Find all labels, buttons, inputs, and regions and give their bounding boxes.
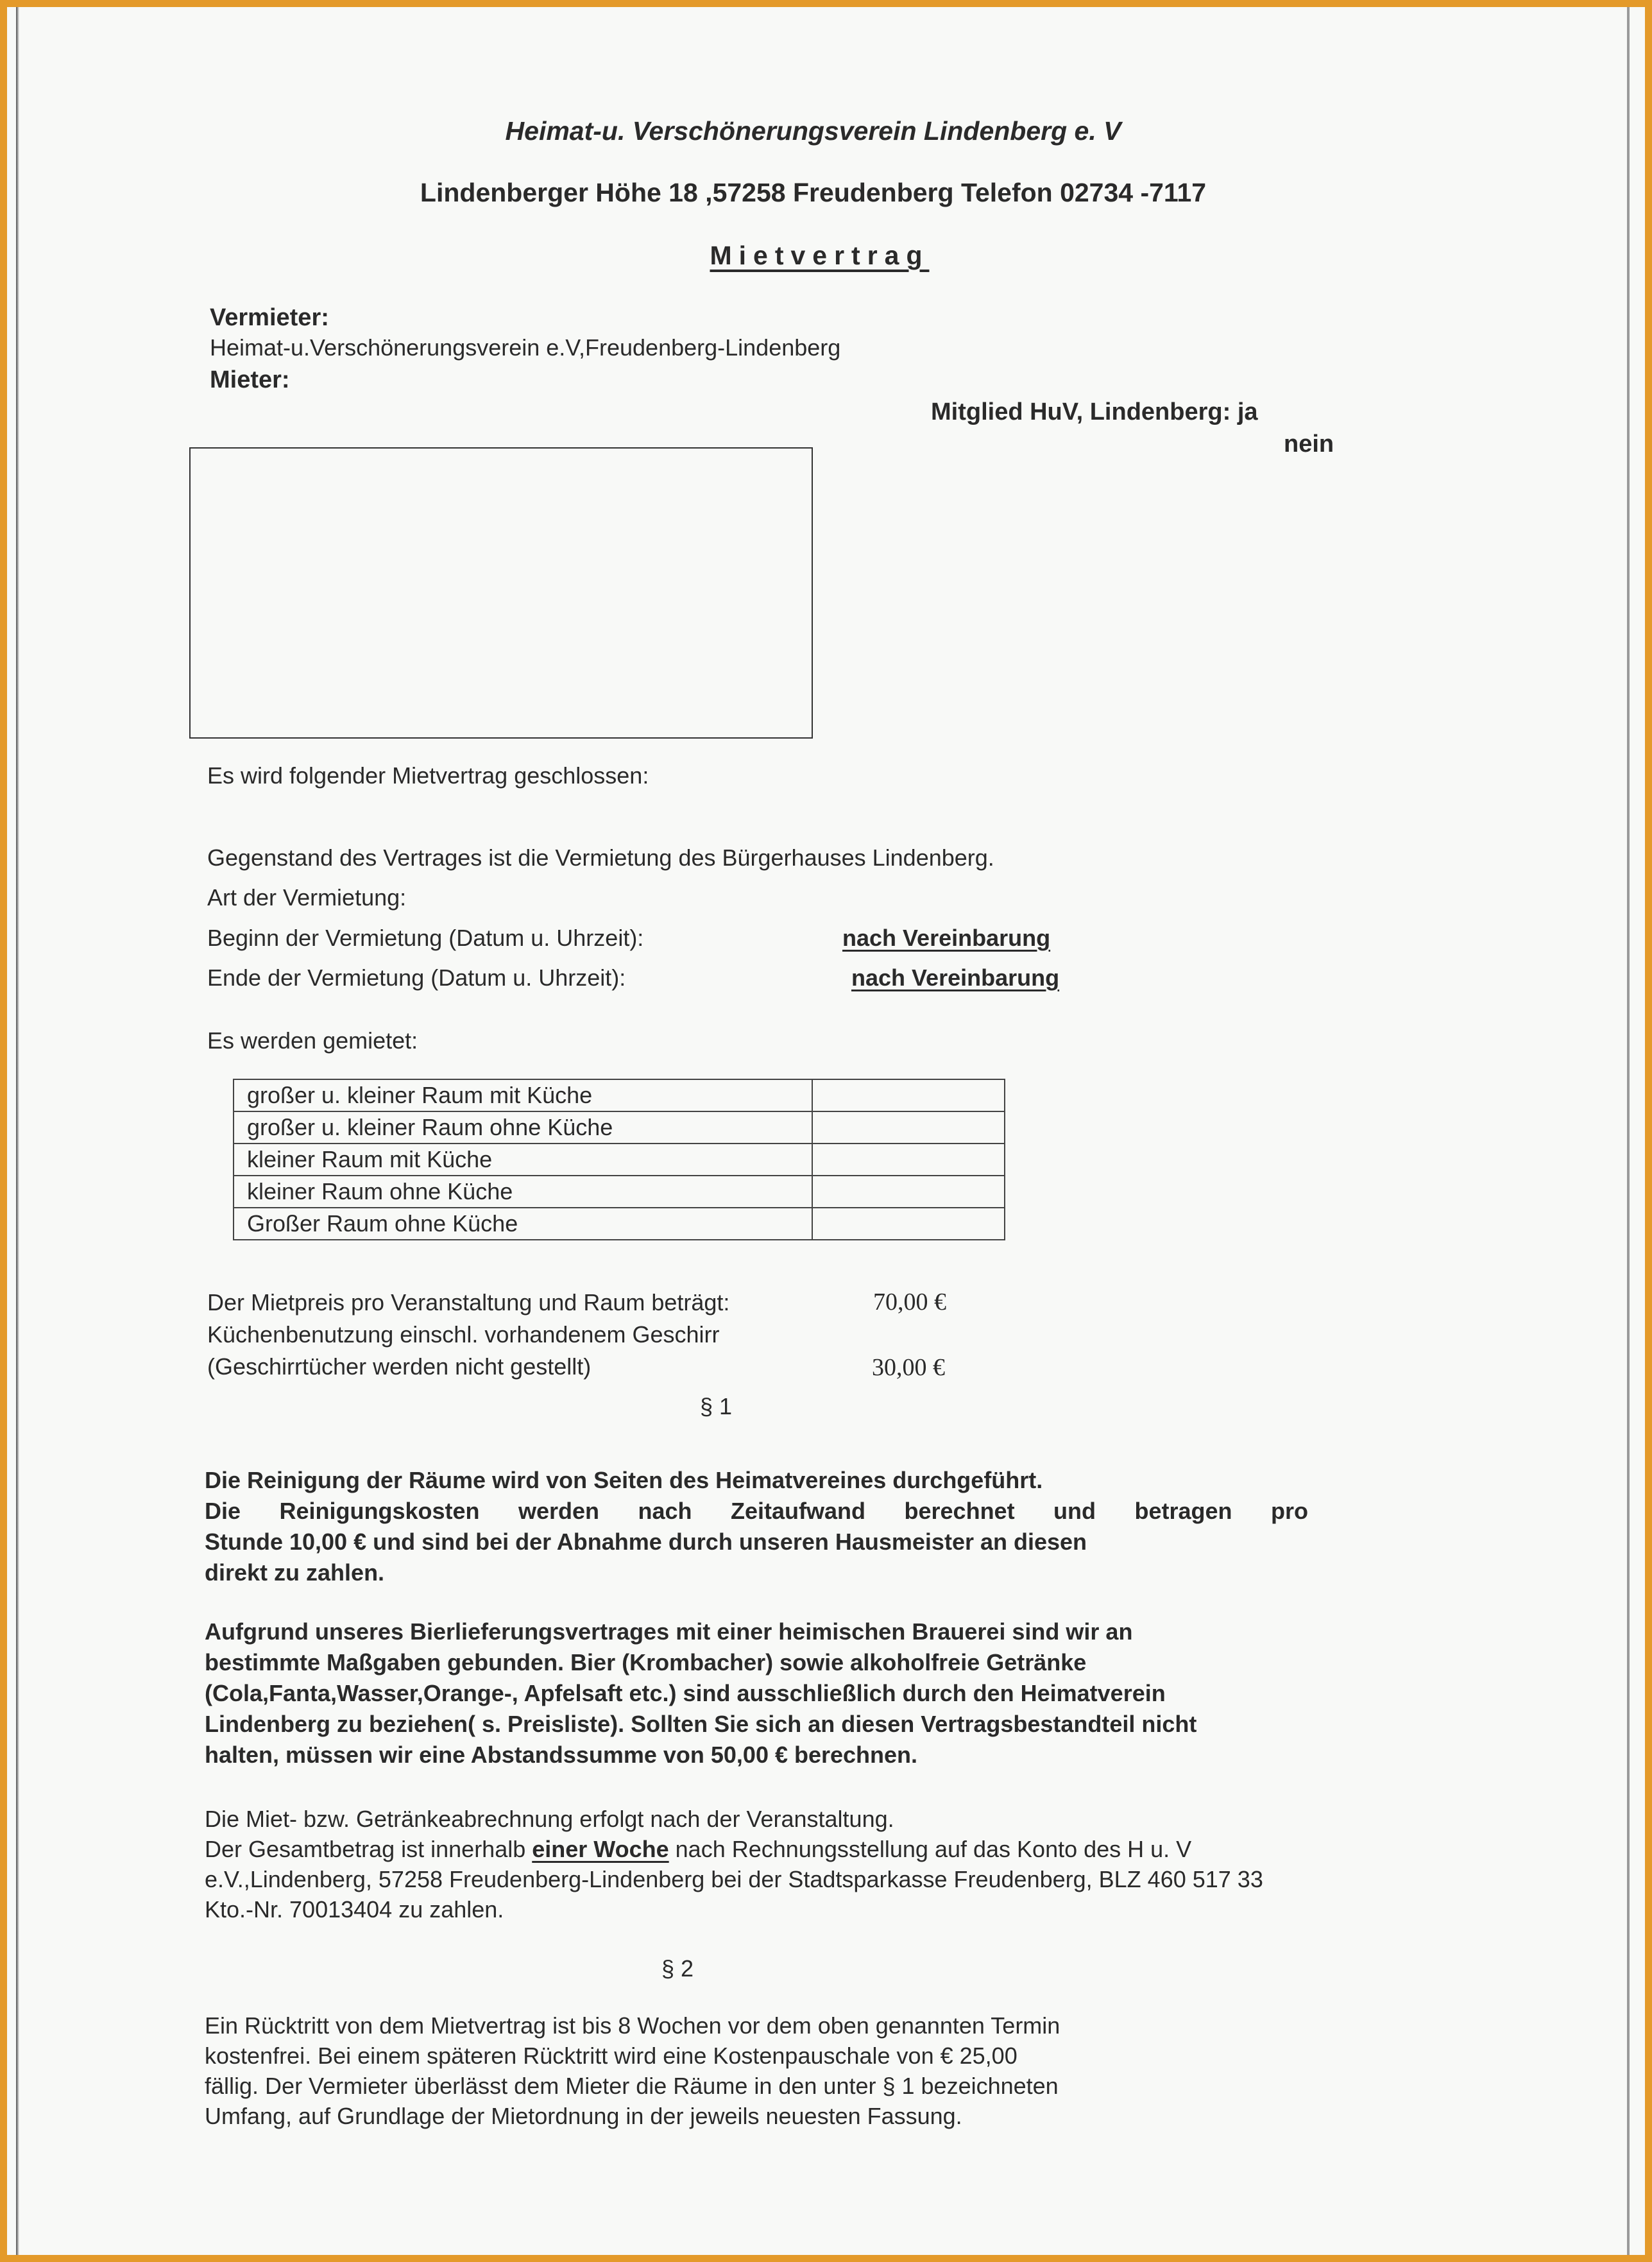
billing-text: Der Gesamtbetrag ist innerhalb bbox=[205, 1836, 532, 1862]
rented-label: Es werden gemietet: bbox=[207, 1027, 418, 1054]
room-selection-cell[interactable] bbox=[812, 1144, 1005, 1176]
beer-line: Aufgrund unseres Bierlieferungsvertrages mit einer heimischen Brauerei sind wir an bbox=[205, 1618, 1133, 1645]
scan-edge-right bbox=[1627, 7, 1630, 2255]
rental-start-label: Beginn der Vermietung (Datum u. Uhrzeit): bbox=[207, 925, 644, 951]
section-1-heading: § 1 bbox=[700, 1393, 733, 1419]
document-page bbox=[7, 7, 1645, 2255]
billing-line: Die Miet- bzw. Getränkeabrechnung erfolgt nach der Veranstaltung. bbox=[205, 1806, 894, 1832]
billing-line bbox=[205, 1834, 1411, 1864]
cleaning-line: Die Reinigungskosten werden nach Zeitaufwand berechnet und betragen pro bbox=[205, 1498, 1308, 1524]
cleaning-line: direkt zu zahlen. bbox=[205, 1559, 385, 1586]
cancellation-paragraph bbox=[205, 2010, 1167, 2131]
kitchen-price-value: 30,00 € bbox=[872, 1354, 945, 1381]
member-no: nein bbox=[1284, 431, 1334, 458]
room-name: Großer Raum ohne Küche bbox=[234, 1208, 812, 1240]
room-name: kleiner Raum mit Küche bbox=[234, 1144, 812, 1176]
billing-text: nach Rechnungsstellung auf das Konto des H u. V bbox=[668, 1836, 1192, 1862]
member-label: Mitglied HuV, Lindenberg: ja bbox=[931, 398, 1258, 425]
billing-paragraph bbox=[205, 1804, 1411, 1924]
room-name: kleiner Raum ohne Küche bbox=[234, 1176, 812, 1208]
table-row bbox=[234, 1144, 1005, 1176]
kitchen-label-line2: (Geschirrtücher werden nicht gestellt) bbox=[207, 1353, 592, 1380]
room-selection-cell[interactable] bbox=[812, 1208, 1005, 1240]
beer-line: (Cola,Fanta,Wasser,Orange-, Apfelsaft etc.) sind ausschließlich durch den Heimatverein bbox=[205, 1680, 1166, 1706]
rental-end-label: Ende der Vermietung (Datum u. Uhrzeit): bbox=[207, 964, 626, 991]
kitchen-label-line1: Küchenbenutzung einschl. vorhandenem Geschirr bbox=[207, 1321, 720, 1348]
cancellation-line: fällig. Der Vermieter überlässt dem Mieter die Räume in den unter § 1 bezeichneten bbox=[205, 2073, 1059, 2099]
landlord-value: Heimat-u.Verschönerungsverein e.V,Freudenberg-Lindenberg bbox=[210, 334, 841, 361]
cleaning-line: Stunde 10,00 € und sind bei der Abnahme durch unseren Hausmeister an diesen bbox=[205, 1529, 1087, 1555]
beer-line: bestimmte Maßgaben gebunden. Bier (Krombacher) sowie alkoholfreie Getränke bbox=[205, 1649, 1087, 1675]
room-selection-cell[interactable] bbox=[812, 1111, 1005, 1144]
cancellation-line: Umfang, auf Grundlage der Mietordnung in der jeweils neuesten Fassung. bbox=[205, 2103, 962, 2129]
cleaning-paragraph bbox=[205, 1465, 1308, 1588]
org-title: Heimat-u. Verschönerungsverein Lindenberg e. V bbox=[505, 116, 1121, 146]
beer-paragraph bbox=[205, 1616, 1411, 1770]
table-row bbox=[234, 1111, 1005, 1144]
tenant-address-box[interactable] bbox=[189, 447, 813, 739]
table-row bbox=[234, 1208, 1005, 1240]
cancellation-line: kostenfrei. Bei einem späteren Rücktritt wird eine Kostenpauschale von € 25,00 bbox=[205, 2043, 1018, 2069]
room-name: großer u. kleiner Raum ohne Küche bbox=[234, 1111, 812, 1144]
tenant-label: Mieter: bbox=[210, 366, 290, 393]
rent-price-label: Der Mietpreis pro Veranstaltung und Raum beträgt: bbox=[207, 1289, 730, 1315]
billing-line: e.V.,Lindenberg, 57258 Freudenberg-Lindenberg bei der Stadtsparkasse Freudenberg, BLZ 460 517 33 bbox=[205, 1866, 1263, 1892]
beer-line: Lindenberg zu beziehen( s. Preisliste). Sollten Sie sich an diesen Vertragsbestandteil nicht bbox=[205, 1711, 1197, 1737]
rooms-table bbox=[233, 1079, 1005, 1240]
room-selection-cell[interactable] bbox=[812, 1176, 1005, 1208]
section-2-heading: § 2 bbox=[661, 1955, 694, 1982]
address-line: Lindenberger Höhe 18 ,57258 Freudenberg Telefon 02734 -7117 bbox=[420, 178, 1207, 207]
billing-line: Kto.-Nr. 70013404 zu zahlen. bbox=[205, 1896, 504, 1923]
document-title: Mietvertrag bbox=[710, 241, 930, 270]
rent-price-value: 70,00 € bbox=[873, 1289, 946, 1315]
room-name: großer u. kleiner Raum mit Küche bbox=[234, 1079, 812, 1111]
landlord-label: Vermieter: bbox=[210, 304, 329, 331]
rental-end-value: nach Vereinbarung bbox=[851, 964, 1060, 991]
table-row bbox=[234, 1176, 1005, 1208]
rental-type-label: Art der Vermietung: bbox=[207, 884, 407, 911]
cancellation-line: Ein Rücktritt von dem Mietvertrag ist bis 8 Wochen vor dem oben genannten Termin bbox=[205, 2012, 1060, 2039]
beer-line: halten, müssen wir eine Abstandssumme von 50,00 € berechnen. bbox=[205, 1742, 918, 1768]
scan-edge-left bbox=[16, 7, 19, 2255]
billing-deadline: einer Woche bbox=[532, 1836, 669, 1862]
table-row bbox=[234, 1079, 1005, 1111]
contract-intro: Es wird folgender Mietvertrag geschlossen: bbox=[207, 762, 649, 789]
cleaning-line: Die Reinigung der Räume wird von Seiten des Heimatvereines durchgeführt. bbox=[205, 1467, 1043, 1493]
rental-start-value: nach Vereinbarung bbox=[842, 925, 1051, 951]
contract-subject: Gegenstand des Vertrages ist die Vermietung des Bürgerhauses Lindenberg. bbox=[207, 844, 994, 871]
room-selection-cell[interactable] bbox=[812, 1079, 1005, 1111]
